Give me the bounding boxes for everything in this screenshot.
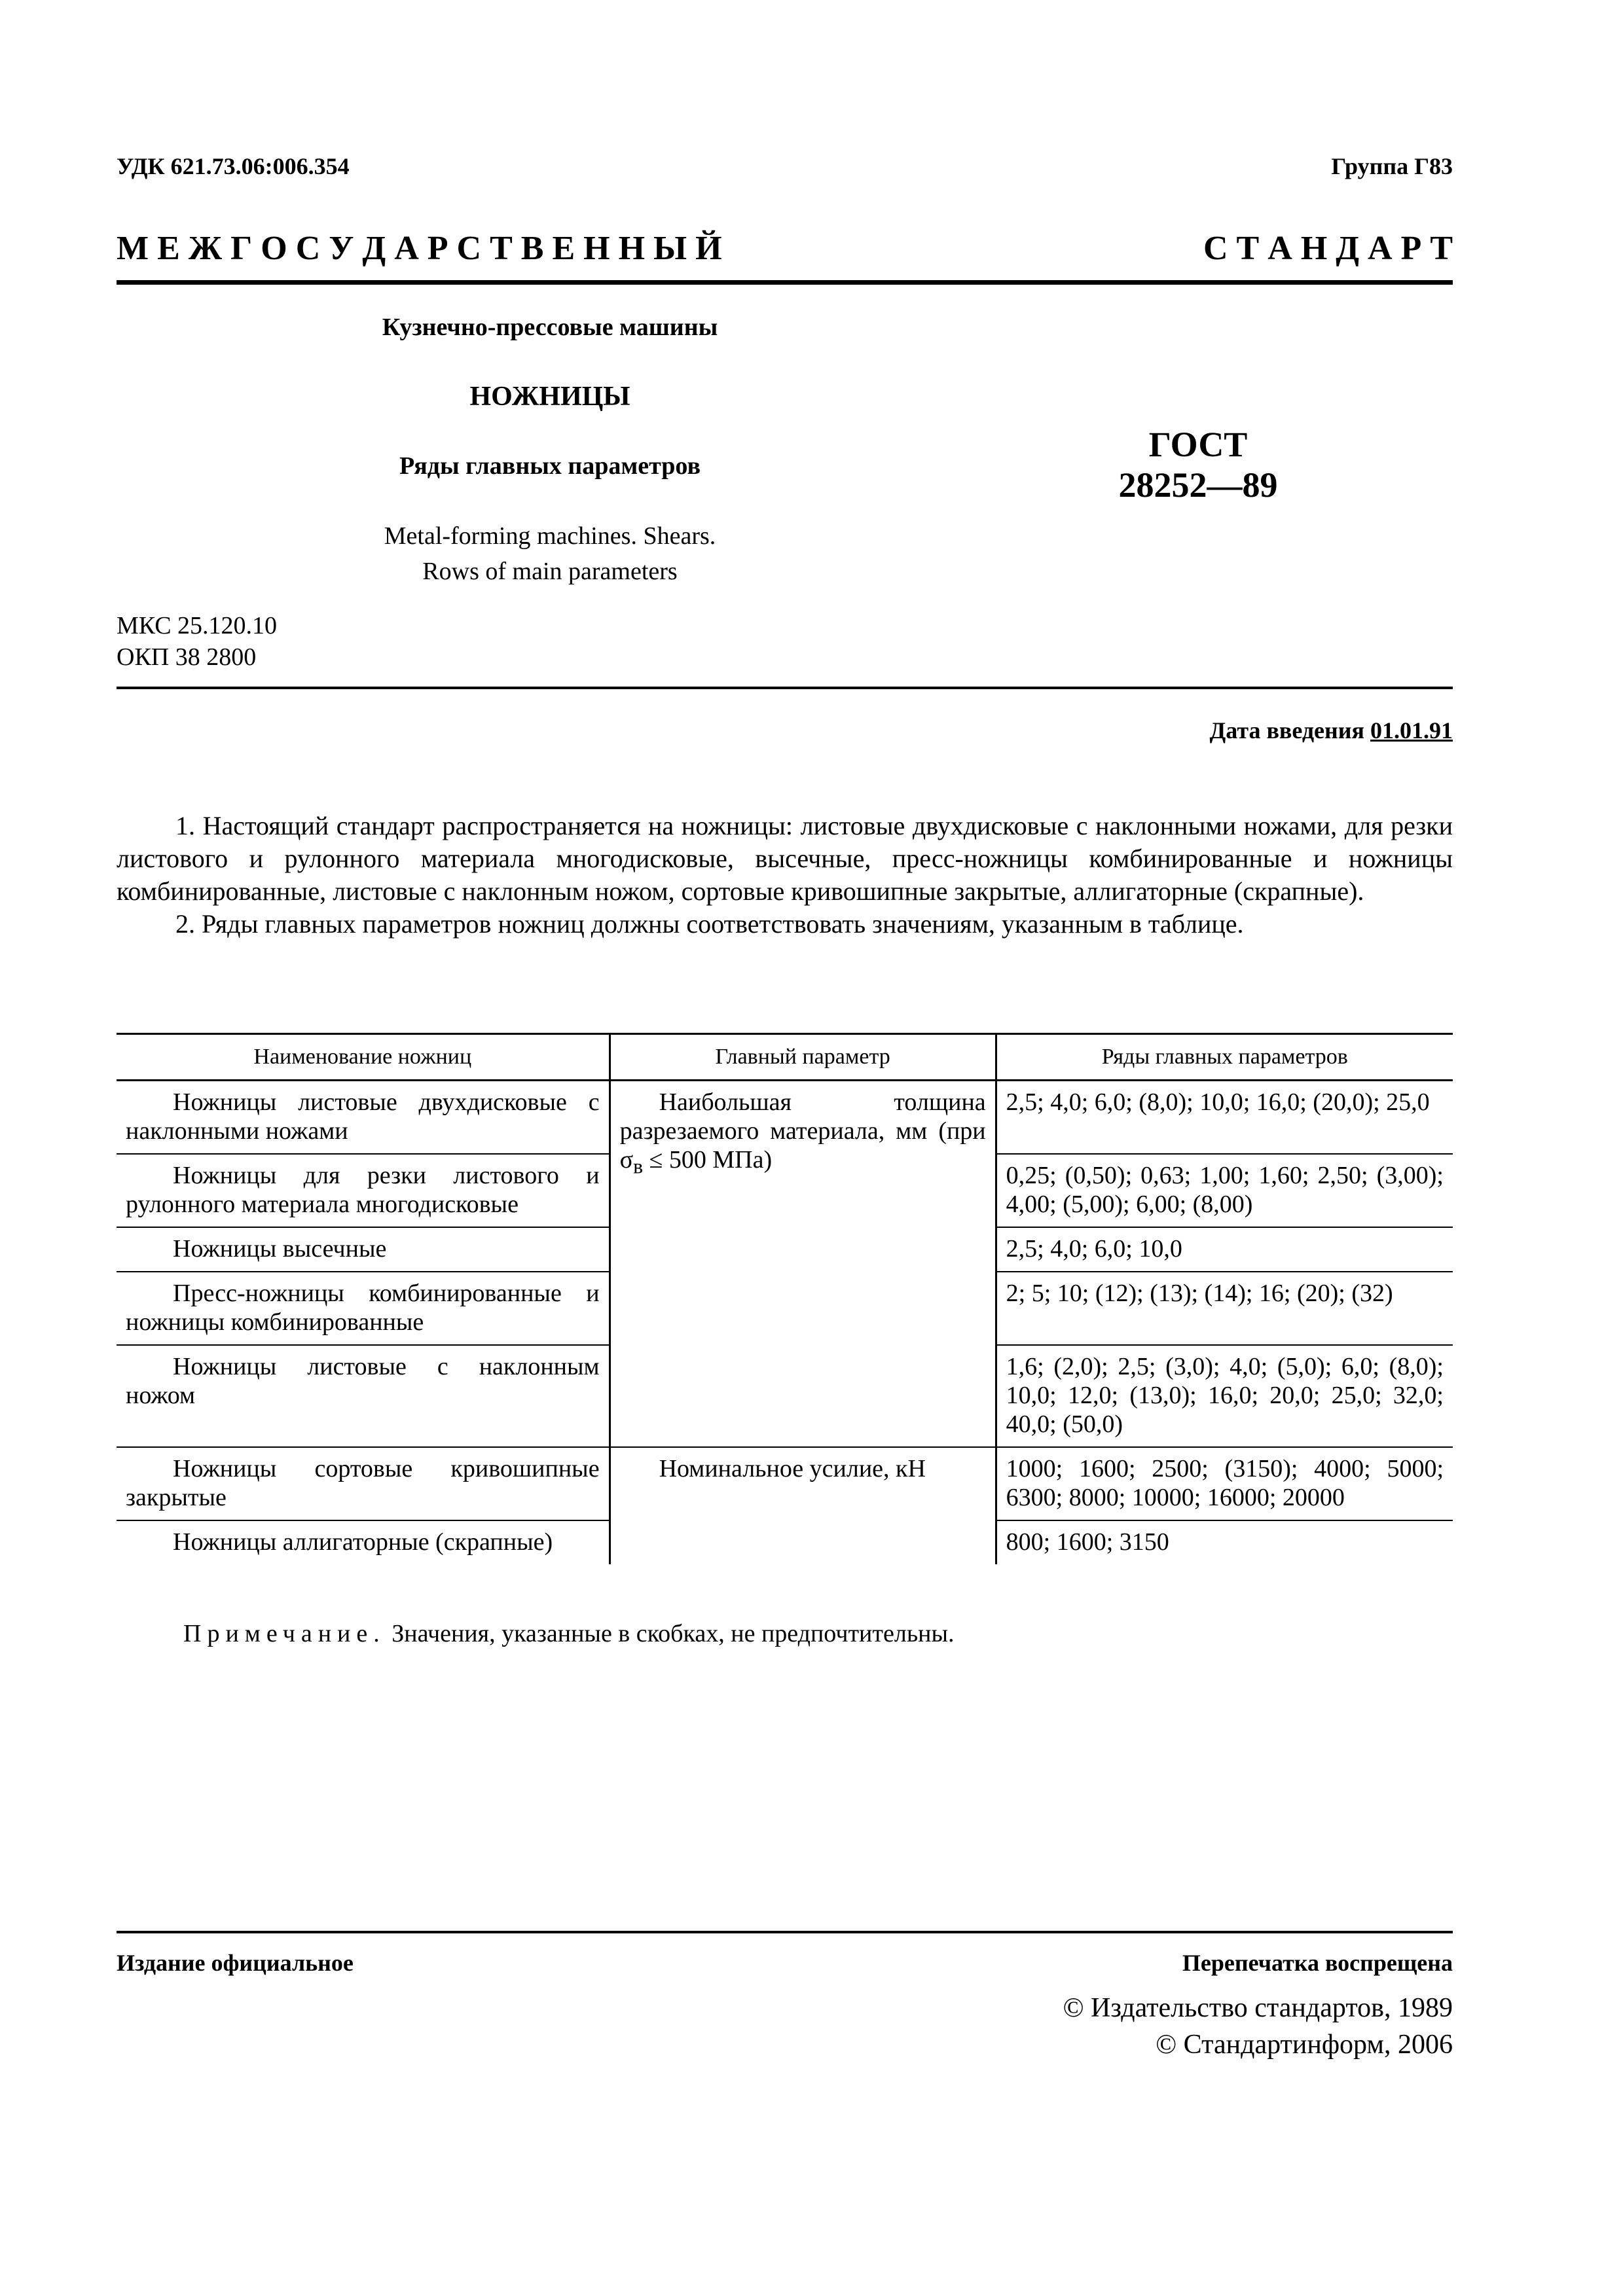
banner-word-interstate: М Е Ж Г О С У Д А Р С Т В Е Н Н Ы Й (117, 230, 722, 267)
title-english-line2: Rows of main parameters (422, 558, 678, 585)
body-text (117, 810, 1453, 941)
table-header-row (117, 1034, 1453, 1081)
section-rule (117, 687, 1453, 689)
date-value: 01.01.91 (1370, 717, 1453, 744)
row-name: Ножницы для резки листового и рулонного материала многодисковые (117, 1154, 610, 1227)
title-category: Кузнечно-прессовые машины (382, 314, 718, 341)
standard-banner (117, 229, 1453, 268)
official-edition: Издание официальное (117, 1950, 354, 1976)
row-values: 2,5; 4,0; 6,0; (8,0); 10,0; 16,0; (20,0); 25,0 (996, 1081, 1453, 1155)
gost-designation (1061, 424, 1336, 505)
note-text: Значения, указанные в скобках, не предпочтительны. (385, 1620, 955, 1647)
copyright-block (1063, 1990, 1453, 2063)
classification-codes (117, 610, 277, 673)
introduction-date (1210, 717, 1453, 744)
row-name: Ножницы высечные (117, 1227, 610, 1272)
banner-word-standard: С Т А Н Д А Р Т (1203, 230, 1453, 267)
row-values: 800; 1600; 3150 (996, 1520, 1453, 1564)
copyright-2006: © Стандартинформ, 2006 (1156, 2030, 1453, 2060)
parameters-table (117, 1033, 1453, 1564)
footer-rule (117, 1931, 1453, 1933)
row-name: Ножницы аллигаторные (скрапные) (117, 1520, 610, 1564)
okp-code: ОКП 38 2800 (117, 643, 257, 671)
table-note (183, 1619, 955, 1648)
row-values: 1000; 1600; 2500; (3150); 4000; 5000; 6300; 8000; 10000; 16000; 20000 (996, 1447, 1453, 1520)
param-thickness-sub: в (633, 1155, 644, 1178)
row-values: 2; 5; 10; (12); (13); (14); 16; (20); (32) (996, 1272, 1453, 1345)
copyright-1989: © Издательство стандартов, 1989 (1063, 1993, 1453, 2023)
udk-code: УДК 621.73.06:006.354 (117, 153, 350, 179)
table-row (117, 1447, 1453, 1520)
mks-code: МКС 25.120.10 (117, 612, 278, 639)
header-rule (117, 280, 1453, 285)
group-code: Группа Г83 (1331, 153, 1453, 179)
gost-number: 28252—89 (1118, 465, 1278, 505)
paragraph-2: 2. Ряды главных параметров ножниц должны соответствовать значениям, указанным в таблице. (175, 909, 1244, 939)
row-values: 1,6; (2,0); 2,5; (3,0); 4,0; (5,0); 6,0; (8,0); 10,0; 12,0; (13,0); 16,0; 20,0; 25,0; 32,0; 40,0; (50,0) (996, 1345, 1453, 1447)
date-label: Дата введения (1209, 717, 1370, 744)
title-block (288, 313, 812, 589)
note-label: Примечание. (183, 1620, 386, 1647)
reprint-notice: Перепечатка воспрещена (1182, 1950, 1453, 1976)
gost-name: ГОСТ (1148, 425, 1248, 464)
header-parameter-rows: Ряды главных параметров (996, 1034, 1453, 1081)
param-thickness (610, 1081, 996, 1448)
row-values: 0,25; (0,50); 0,63; 1,00; 1,60; 2,50; (3,00); 4,00; (5,00); 6,00; (8,00) (996, 1154, 1453, 1227)
title-english (288, 518, 812, 589)
param-thickness-text: Наибольшая толщина разрезаемого материала, мм (при σ (619, 1088, 986, 1174)
title-main: НОЖНИЦЫ (469, 382, 630, 412)
paragraph-1: 1. Настоящий стандарт распространяется на ножницы: листовые двухдисковые с наклонными ножами, для резки листового и рулонного материала многодисковые, высечные, пресс-ножницы комбинированные и ножницы комбинированные, листовые с наклонным ножом, сортовые кривошипные закрытые, аллигаторные (скрапные). (117, 811, 1453, 906)
row-values: 2,5; 4,0; 6,0; 10,0 (996, 1227, 1453, 1272)
title-english-line1: Metal-forming machines. Shears. (384, 522, 716, 550)
row-name: Ножницы листовые с наклонным ножом (117, 1345, 610, 1447)
title-subtitle: Ряды главных параметров (399, 452, 701, 480)
row-name: Ножницы сортовые кривошипные закрытые (117, 1447, 610, 1520)
row-name: Ножницы листовые двухдисковые с наклонными ножами (117, 1081, 610, 1155)
table-row (117, 1081, 1453, 1155)
param-force: Номинальное усилие, кН (610, 1447, 996, 1564)
header-main-parameter: Главный параметр (610, 1034, 996, 1081)
param-thickness-tail: ≤ 500 МПа) (643, 1146, 773, 1174)
row-name: Пресс-ножницы комбинированные и ножницы комбинированные (117, 1272, 610, 1345)
header-shear-name: Наименование ножниц (117, 1034, 610, 1081)
